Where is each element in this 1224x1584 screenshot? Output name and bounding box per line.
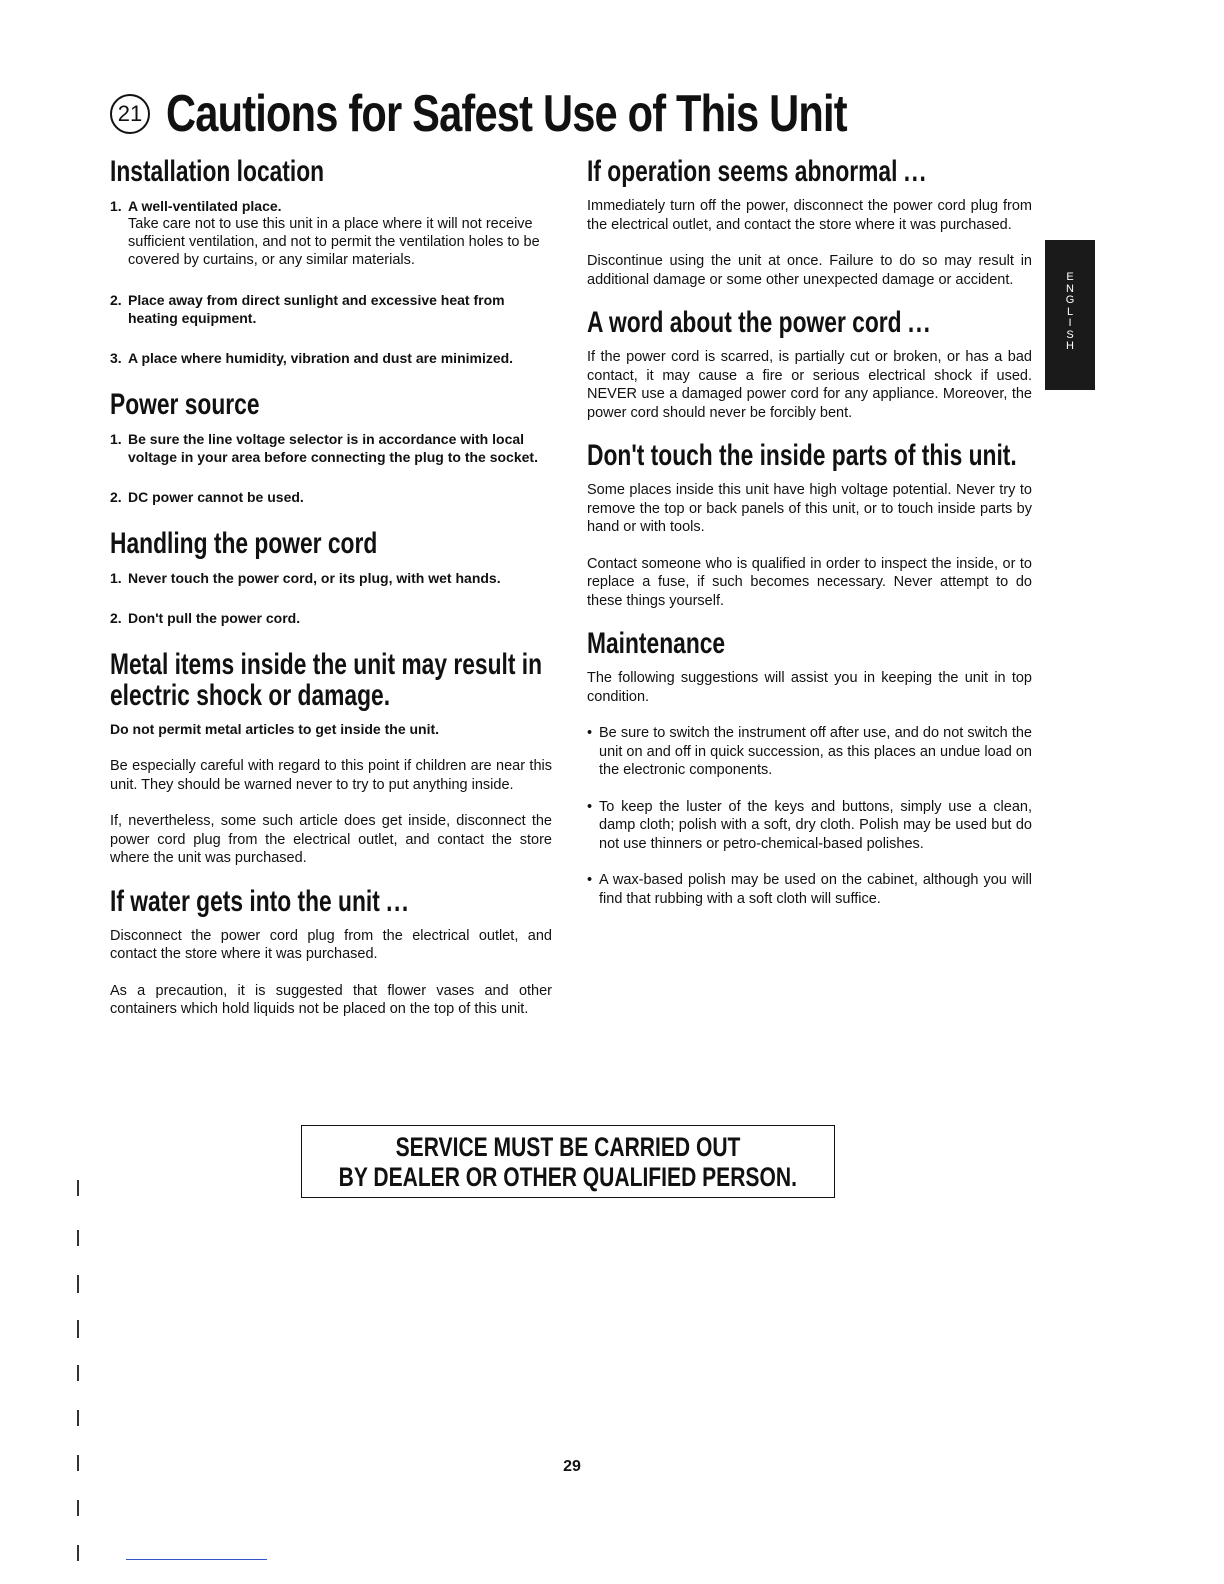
list-item [110,291,552,327]
list-item [110,349,552,367]
section-power-source [110,389,552,506]
item-description: Take care not to use this unit in a place where it will not receive sufficient ventilation, and not to permit the ventilation holes to be covered by curtains, or any similar materials. [128,216,540,268]
page-title-text: Cautions for Safest Use of This Unit [166,85,847,143]
installation-heading: Installation location [110,155,325,188]
right-column [587,156,1032,926]
power-source-list [110,430,552,506]
section-maintenance [587,628,1032,908]
maintenance-heading: Maintenance [587,627,726,660]
list-item [587,871,1032,908]
water-paragraph-1: Disconnect the power cord plug from the electrical outlet, and contact the store where it was purchased. [110,927,552,962]
service-notice-line-1: SERVICE MUST BE CARRIED OUT [395,1131,741,1162]
section-power-cord-word [587,307,1032,422]
list-item [587,798,1032,854]
inside-parts-paragraph-1: Some places inside this unit have high voltage potential. Never try to remove the top or back panels of this unit, or to touch inside parts by hand or with tools. [587,482,1032,535]
section-installation [110,156,552,367]
item-title: Don't pull the power cord. [128,610,301,626]
item-title: A place where humidity, vibration and dust are minimized. [128,350,514,366]
tab-letter: I [1068,317,1072,329]
installation-list [110,197,552,367]
metal-items-paragraph-1: Be especially careful with regard to this point if children are near this unit. They should be warned never to try to put anything inside. [110,758,552,793]
tab-letter: E [1066,271,1074,283]
bullet-mark: • [587,725,593,741]
item-title: A well-ventilated place. [128,198,282,214]
power-cord-heading: Handling the power cord [110,527,378,560]
power-source-heading: Power source [110,388,260,421]
list-item [110,197,552,269]
section-inside-parts [587,440,1032,610]
bullet-mark: • [587,872,593,888]
footer-rule [126,1559,267,1560]
left-column [110,156,552,1037]
item-number: 2. [110,489,122,505]
maintenance-list [587,724,1032,908]
water-heading-text: If water gets into the unit [110,884,380,918]
item-number: 1. [110,198,122,214]
abnormal-paragraph-1: Immediately turn off the power, disconnect the power cord plug from the electrical outlet, and contact the store where it was purchased. [587,198,1032,233]
water-heading [110,886,553,917]
list-item [110,609,552,627]
margin-mark [77,1455,79,1471]
abnormal-paragraph-2: Discontinue using the unit at once. Failure to do so may result in additional damage or some other unexpected damage or accident. [587,253,1032,288]
bullet-text: A wax-based polish may be used on the cabinet, although you will find that rubbing with a soft cloth will suffice. [599,872,1032,907]
language-tab [1045,240,1095,390]
metal-items-note: Do not permit metal articles to get inside the unit. [110,721,440,737]
metal-items-paragraph-2: If, nevertheless, some such article does get inside, disconnect the power cord plug from the electrical outlet, and contact the store where the unit was purchased. [110,813,552,866]
abnormal-heading-dots: ... [903,155,928,188]
tab-letter: G [1065,294,1075,306]
power-cord-word-heading-dots: ... [907,306,932,339]
margin-mark [77,1545,79,1561]
section-water [110,886,552,1019]
margin-mark [77,1320,79,1338]
list-item [110,430,552,466]
tab-letter: S [1066,328,1074,341]
tab-letter: N [1066,282,1074,295]
section-number-badge: 21 [110,94,150,134]
margin-mark [77,1180,79,1196]
margin-mark [77,1365,79,1381]
service-notice-box [301,1125,835,1198]
margin-mark [77,1500,79,1516]
power-cord-word-heading [587,307,1033,338]
item-number: 1. [110,570,122,586]
item-title: DC power cannot be used. [128,489,304,505]
section-metal-items [110,649,552,868]
power-cord-list [110,569,552,627]
inside-parts-paragraph-2: Contact someone who is qualified in order to inspect the inside, or to replace a fuse, if such becomes necessary. Never attempt to do these things yourself. [587,555,1032,609]
tab-letter: L [1066,305,1074,318]
page-title [110,78,1090,150]
water-paragraph-2: As a precaution, it is suggested that flower vases and other containers which hold liquids not be placed on the top of this unit. [110,982,552,1017]
item-number: 2. [110,292,122,308]
bullet-mark: • [587,798,593,815]
water-heading-dots: ... [386,884,410,918]
margin-mark [77,1275,79,1293]
margin-mark [77,1230,79,1246]
abnormal-heading-text: If operation seems abnormal [587,155,898,188]
bullet-text: To keep the luster of the keys and buttons, simply use a clean, damp cloth; polish with a soft, dry cloth. Polish may be used but do not use thinners or petro-chemical-based polishes. [599,798,1032,852]
item-number: 3. [110,350,122,366]
item-title: Never touch the power cord, or its plug, with wet hands. [128,570,501,586]
item-title: Be sure the line voltage selector is in accordance with local voltage in your area before connecting the plug to the socket. [128,431,538,465]
list-item [110,569,552,587]
margin-mark [77,1410,79,1426]
power-cord-word-heading-text: A word about the power cord [587,306,902,339]
list-item [587,724,1032,780]
power-cord-word-paragraph: If the power cord is scarred, is partially cut or broken, or has a bad contact, it may cause a fire or serious electrical shock if used. NEVER use a damaged power cord for any appliance. Moreover, the power cord should never be forcibly bent. [587,349,1032,421]
item-number: 2. [110,610,122,626]
service-notice-line-2: BY DEALER OR OTHER QUALIFIED PERSON. [338,1161,798,1192]
list-item [110,488,552,506]
item-title: Place away from direct sunlight and excessive heat from heating equipment. [128,292,505,326]
abnormal-heading [587,156,1033,187]
metal-items-heading: Metal items inside the unit may result in electric shock or damage. [110,648,543,712]
bullet-text: Be sure to switch the instrument off after use, and do not switch the unit on and off in quick succession, as this places an undue load on the electronic components. [599,725,1032,778]
section-power-cord [110,528,552,627]
page-number: 29 [563,1458,581,1475]
item-number: 1. [110,431,122,447]
inside-parts-heading: Don't touch the inside parts of this unit. [587,439,1017,472]
section-abnormal [587,156,1032,289]
tab-letter: H [1066,340,1074,352]
maintenance-intro: The following suggestions will assist you in keeping the unit in top condition. [587,670,1032,705]
